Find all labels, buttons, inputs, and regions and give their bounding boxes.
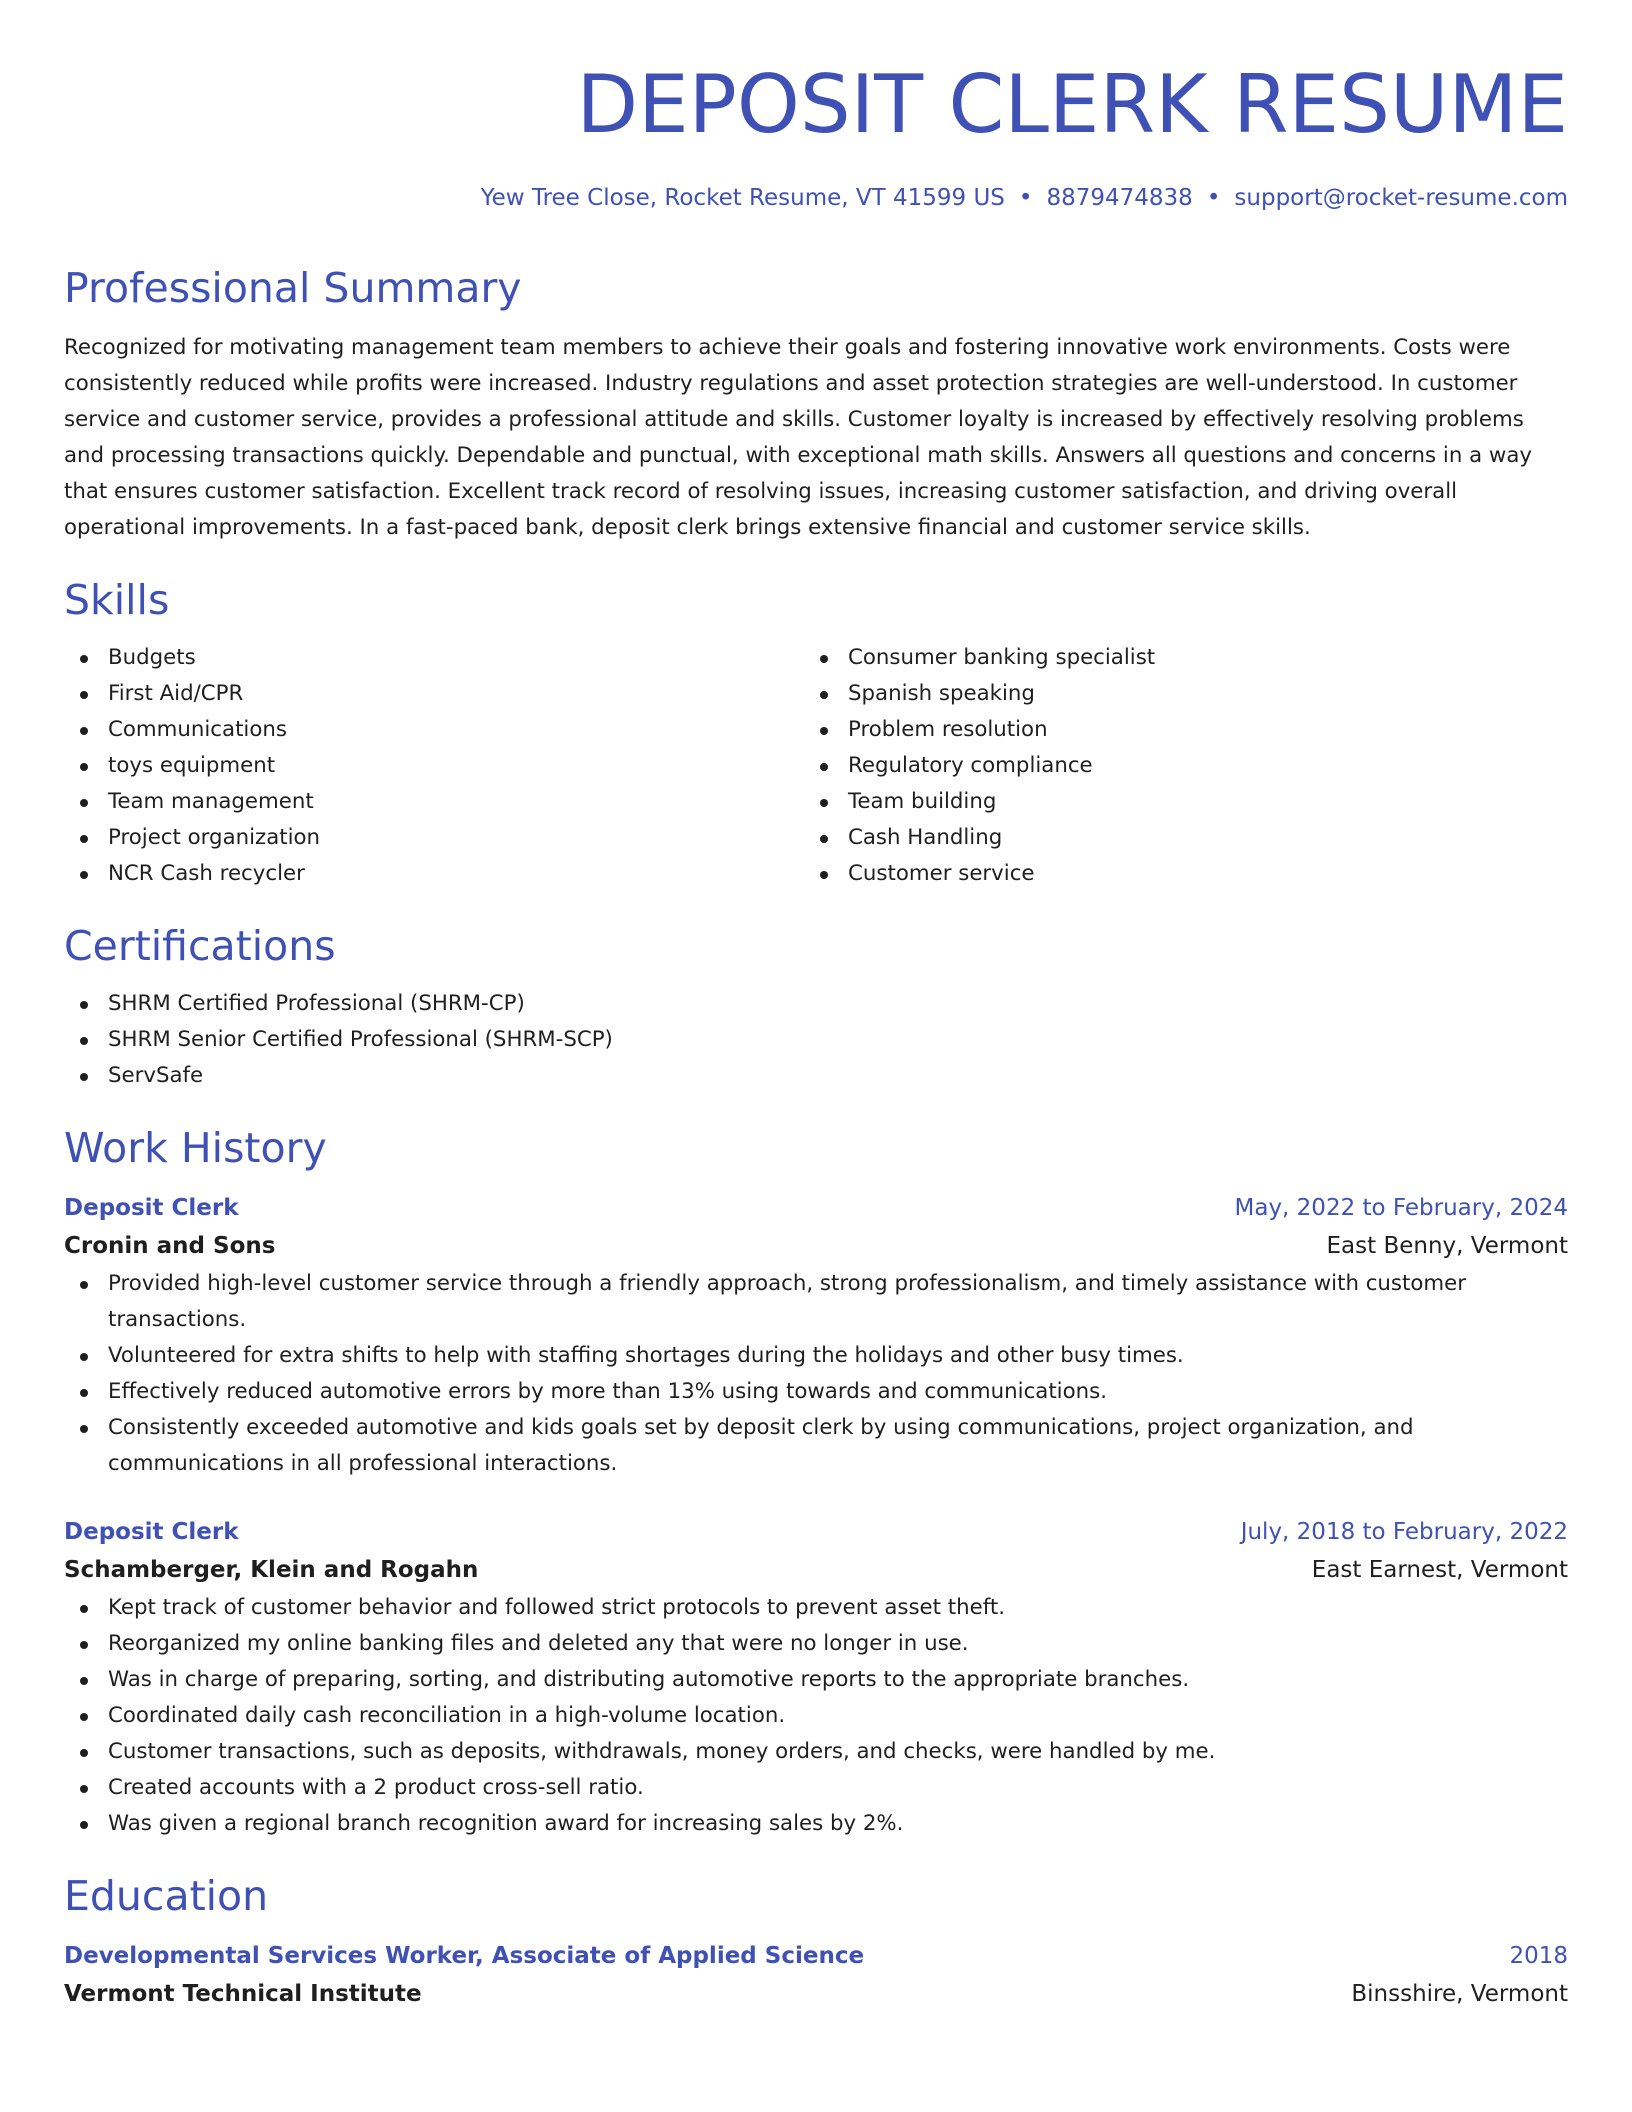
skills-column-left: [64, 640, 804, 892]
section-heading-certifications: Certifications: [64, 922, 336, 970]
education-year: 2018: [1509, 1943, 1568, 1969]
job-bullet: Customer transactions, such as deposits, withdrawals, money orders, and checks, were handled by me.: [64, 1734, 1568, 1770]
job-bullets: [64, 1266, 1568, 1482]
job-bullet: Created accounts with a 2 product cross-sell ratio.: [64, 1770, 1568, 1806]
section-heading-skills: Skills: [64, 576, 170, 624]
job-bullet: Provided high-level customer service through a friendly approach, strong professionalism, and timely assistance with customer transactions.: [64, 1266, 1568, 1338]
job-dates: July, 2018 to February, 2022: [1240, 1519, 1568, 1545]
skill-item: Consumer banking specialist: [804, 640, 1544, 676]
job-entry: [64, 1190, 1568, 1482]
section-heading-summary: Professional Summary: [64, 264, 522, 312]
education-degree: Developmental Services Worker, Associate of Applied Science: [64, 1943, 865, 1969]
job-location: East Benny, Vermont: [1326, 1233, 1568, 1259]
certification-item: SHRM Certified Professional (SHRM-CP): [64, 986, 1568, 1022]
job-bullet: Was in charge of preparing, sorting, and distributing automotive reports to the appropriate branches.: [64, 1662, 1568, 1698]
summary-text: Recognized for motivating management team members to achieve their goals and fostering innovative work environments. Costs were consistently reduced while profits were increased. Industry regulations and asset protection strategies are well-understood. In customer service and customer service, provides a professional attitude and skills. Customer loyalty is increased by effectively resolving problems and processing transactions quickly. Dependable and punctual, with exceptional math skills. Answers all questions and concerns in a way that ensures customer satisfaction. Excellent track record of resolving issues, increasing customer satisfaction, and driving overall operational improvements. In a fast-paced bank, deposit clerk brings extensive financial and customer service skills.: [64, 335, 1532, 540]
certifications-list: [64, 986, 1568, 1094]
skill-item: NCR Cash recycler: [64, 856, 804, 892]
contact-line: [64, 182, 1568, 214]
skill-item: Customer service: [804, 856, 1544, 892]
skill-item: Cash Handling: [804, 820, 1544, 856]
skills-column-right: [804, 640, 1544, 892]
job-dates: May, 2022 to February, 2024: [1234, 1195, 1568, 1221]
job-bullet: Kept track of customer behavior and followed strict protocols to prevent asset theft.: [64, 1590, 1568, 1626]
resume-title: DEPOSIT CLERK RESUME: [576, 58, 1568, 151]
skill-item: Communications: [64, 712, 804, 748]
skill-item: Team building: [804, 784, 1544, 820]
section-heading-education: Education: [64, 1872, 269, 1920]
job-bullet: Was given a regional branch recognition award for increasing sales by 2%.: [64, 1806, 1568, 1842]
certification-item: ServSafe: [64, 1058, 1568, 1094]
contact-address: Yew Tree Close, Rocket Resume, VT 41599 US: [480, 185, 1005, 211]
skills-list: [64, 640, 1568, 892]
education-location: Binsshire, Vermont: [1351, 1981, 1568, 2007]
skill-item: toys equipment: [64, 748, 804, 784]
contact-phone: 8879474838: [1046, 185, 1193, 211]
certification-item: SHRM Senior Certified Professional (SHRM-SCP): [64, 1022, 1568, 1058]
skill-item: Spanish speaking: [804, 676, 1544, 712]
job-entry: [64, 1514, 1568, 1842]
education-school: Vermont Technical Institute: [64, 1981, 422, 2007]
job-bullets: [64, 1590, 1568, 1842]
job-bullet: Volunteered for extra shifts to help with staffing shortages during the holidays and other busy times.: [64, 1338, 1568, 1374]
contact-email[interactable]: support@rocket-resume.com: [1234, 185, 1568, 211]
skill-item: Budgets: [64, 640, 804, 676]
job-title: Deposit Clerk: [64, 1195, 239, 1221]
education-entry: [64, 1938, 1568, 2014]
job-bullet: Consistently exceeded automotive and kids goals set by deposit clerk by using communications, project organization, and communications in all professional interactions.: [64, 1410, 1568, 1482]
skill-item: Problem resolution: [804, 712, 1544, 748]
contact-separator: •: [1018, 185, 1033, 211]
job-bullet: Coordinated daily cash reconciliation in a high-volume location.: [64, 1698, 1568, 1734]
skill-item: First Aid/CPR: [64, 676, 804, 712]
job-location: East Earnest, Vermont: [1311, 1557, 1568, 1583]
section-heading-work-history: Work History: [64, 1124, 327, 1172]
job-title: Deposit Clerk: [64, 1519, 239, 1545]
skill-item: Regulatory compliance: [804, 748, 1544, 784]
skill-item: Project organization: [64, 820, 804, 856]
job-company: Schamberger, Klein and Rogahn: [64, 1557, 479, 1583]
job-bullet: Effectively reduced automotive errors by more than 13% using towards and communications.: [64, 1374, 1568, 1410]
contact-separator: •: [1206, 185, 1221, 211]
job-company: Cronin and Sons: [64, 1233, 276, 1259]
job-bullet: Reorganized my online banking files and deleted any that were no longer in use.: [64, 1626, 1568, 1662]
skill-item: Team management: [64, 784, 804, 820]
